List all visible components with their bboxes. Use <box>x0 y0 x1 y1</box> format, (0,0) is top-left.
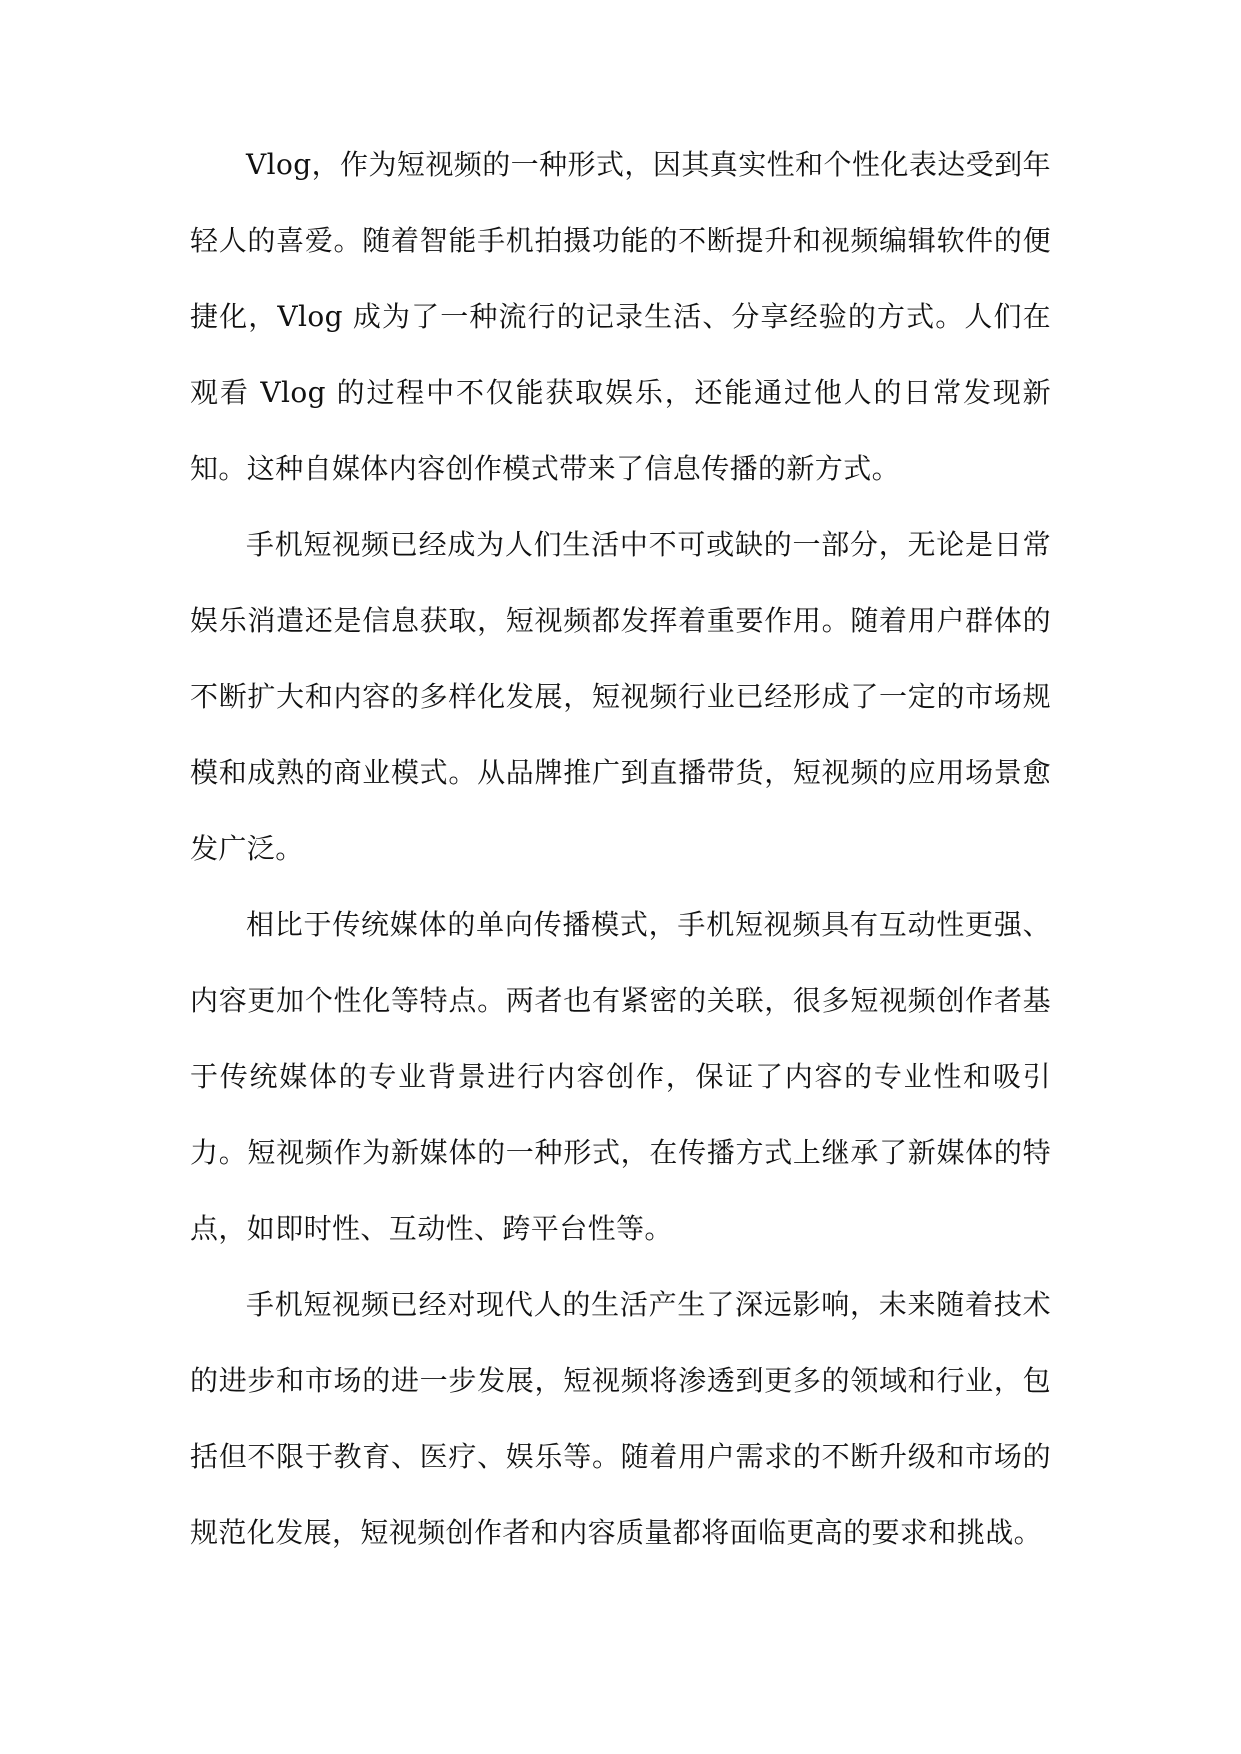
paragraph-future-impact: 手机短视频已经对现代人的生活产生了深远影响，未来随着技术的进步和市场的进一步发展，短视频将渗透到更多的领域和行业，包括但不限于教育、医疗、娱乐等。随着用户需求的不断升级和市场的规范化发展，短视频创作者和内容质量都将面临更高的要求和挑战。 <box>190 1288 1051 1549</box>
paragraph-traditional-media-comparison: 相比于传统媒体的单向传播模式，手机短视频具有互动性更强、内容更加个性化等特点。两者也有紧密的关联，很多短视频创作者基于传统媒体的专业背景进行内容创作，保证了内容的专业性和吸引力。短视频作为新媒体的一种形式，在传播方式上继承了新媒体的特点，如即时性、互动性、跨平台性等。 <box>190 908 1051 1245</box>
paragraph-vlog: Vlog，作为短视频的一种形式，因其真实性和个性化表达受到年轻人的喜爱。随着智能手机拍摄功能的不断提升和视频编辑软件的便捷化，Vlog 成为了一种流行的记录生活、分享经验的方式。人们在观看 Vlog 的过程中不仅能获取娱乐，还能通过他人的日常发现新知。这种自媒体内容创作模式带来了信息传播的新方式。 <box>190 148 1051 485</box>
paragraph-short-video-daily-life: 手机短视频已经成为人们生活中不可或缺的一部分，无论是日常娱乐消遣还是信息获取，短视频都发挥着重要作用。随着用户群体的不断扩大和内容的多样化发展，短视频行业已经形成了一定的市场规模和成熟的商业模式。从品牌推广到直播带货，短视频的应用场景愈发广泛。 <box>190 528 1051 865</box>
